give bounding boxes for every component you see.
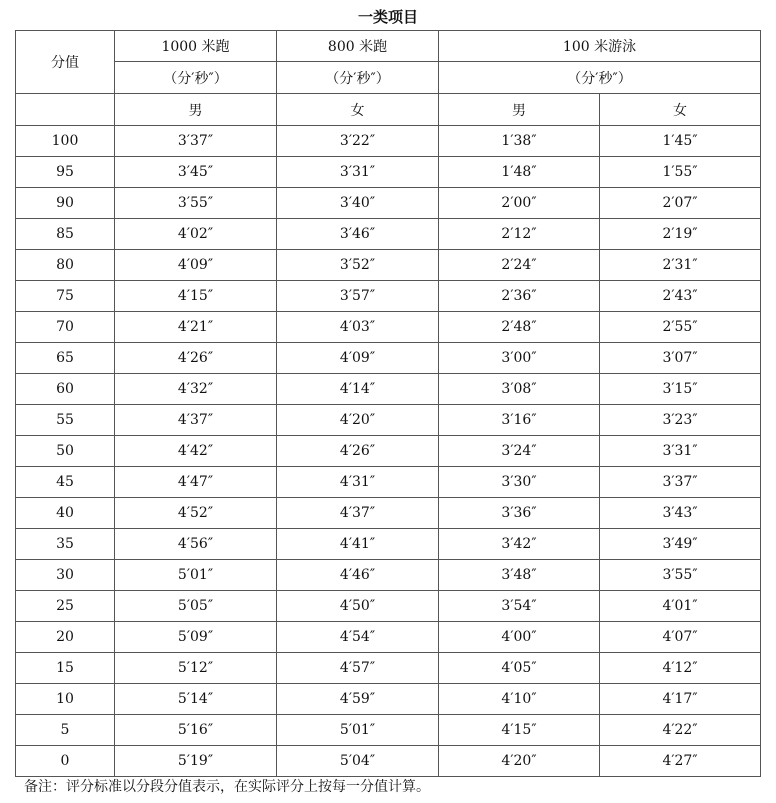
swim-male-cell: 3′54″ xyxy=(439,591,600,622)
run800-female-cell: 3′46″ xyxy=(277,219,439,250)
table-row xyxy=(16,281,761,312)
run1000-unit: （分′秒″） xyxy=(115,62,277,94)
table-body xyxy=(16,126,761,777)
swim-male-cell: 3′42″ xyxy=(439,529,600,560)
score-cell: 0 xyxy=(16,746,115,777)
score-cell: 65 xyxy=(16,343,115,374)
run800-unit: （分′秒″） xyxy=(277,62,439,94)
run800-female-cell: 5′01″ xyxy=(277,715,439,746)
run1000-male-cell: 5′16″ xyxy=(115,715,277,746)
swim-male-cell: 4′00″ xyxy=(439,622,600,653)
gender-female-header: 女 xyxy=(277,94,439,126)
score-cell: 30 xyxy=(16,560,115,591)
score-cell: 55 xyxy=(16,405,115,436)
run800-female-cell: 4′09″ xyxy=(277,343,439,374)
score-cell: 95 xyxy=(16,157,115,188)
score-cell: 10 xyxy=(16,684,115,715)
score-cell: 40 xyxy=(16,498,115,529)
run800-female-cell: 4′31″ xyxy=(277,467,439,498)
swim-female-cell: 3′15″ xyxy=(600,374,761,405)
run1000-male-cell: 4′21″ xyxy=(115,312,277,343)
run1000-male-cell: 4′32″ xyxy=(115,374,277,405)
score-cell: 5 xyxy=(16,715,115,746)
score-cell: 20 xyxy=(16,622,115,653)
swim-female-cell: 4′22″ xyxy=(600,715,761,746)
swim-female-cell: 3′37″ xyxy=(600,467,761,498)
swim-male-cell: 3′36″ xyxy=(439,498,600,529)
run800-female-cell: 4′20″ xyxy=(277,405,439,436)
swim-male-cell: 2′12″ xyxy=(439,219,600,250)
run1000-male-cell: 5′09″ xyxy=(115,622,277,653)
swim-male-cell: 4′10″ xyxy=(439,684,600,715)
score-cell: 35 xyxy=(16,529,115,560)
swim-female-cell: 3′31″ xyxy=(600,436,761,467)
table-row xyxy=(16,746,761,777)
run800-female-cell: 4′59″ xyxy=(277,684,439,715)
score-cell: 80 xyxy=(16,250,115,281)
run800-female-cell: 4′54″ xyxy=(277,622,439,653)
swim-male-cell: 2′24″ xyxy=(439,250,600,281)
score-cell: 25 xyxy=(16,591,115,622)
run800-female-cell: 4′03″ xyxy=(277,312,439,343)
table-row xyxy=(16,157,761,188)
run1000-male-cell: 5′01″ xyxy=(115,560,277,591)
run1000-male-cell: 4′37″ xyxy=(115,405,277,436)
run800-female-cell: 4′14″ xyxy=(277,374,439,405)
table-row xyxy=(16,622,761,653)
swim-female-cell: 4′27″ xyxy=(600,746,761,777)
run800-female-cell: 3′22″ xyxy=(277,126,439,157)
swim-male-cell: 3′16″ xyxy=(439,405,600,436)
table-row xyxy=(16,374,761,405)
table-row xyxy=(16,188,761,219)
table-row xyxy=(16,467,761,498)
table-row xyxy=(16,219,761,250)
gender-male-header: 男 xyxy=(439,94,600,126)
gender-female-header: 女 xyxy=(600,94,761,126)
run800-female-cell: 4′50″ xyxy=(277,591,439,622)
run1000-male-cell: 5′12″ xyxy=(115,653,277,684)
run800-female-cell: 3′31″ xyxy=(277,157,439,188)
score-cell: 50 xyxy=(16,436,115,467)
run1000-male-cell: 3′37″ xyxy=(115,126,277,157)
table-row xyxy=(16,715,761,746)
score-cell: 45 xyxy=(16,467,115,498)
score-cell: 90 xyxy=(16,188,115,219)
run800-female-cell: 4′41″ xyxy=(277,529,439,560)
run1000-male-cell: 4′09″ xyxy=(115,250,277,281)
swim100-unit: （分′秒″） xyxy=(439,62,761,94)
table-row xyxy=(16,436,761,467)
score-header-blank xyxy=(16,94,115,126)
swim-male-cell: 1′48″ xyxy=(439,157,600,188)
run800-female-cell: 3′52″ xyxy=(277,250,439,281)
swim-female-cell: 4′01″ xyxy=(600,591,761,622)
run1000-male-cell: 4′02″ xyxy=(115,219,277,250)
swim-female-cell: 3′07″ xyxy=(600,343,761,374)
swim100-header: 100 米游泳 xyxy=(439,31,761,62)
score-cell: 15 xyxy=(16,653,115,684)
run1000-male-cell: 4′52″ xyxy=(115,498,277,529)
run1000-male-cell: 3′45″ xyxy=(115,157,277,188)
table-row xyxy=(16,591,761,622)
run800-female-cell: 5′04″ xyxy=(277,746,439,777)
footnote: 备注：评分标准以分段分值表示，在实际评分上按每一分值计算。 xyxy=(24,779,430,795)
table-row xyxy=(16,312,761,343)
run1000-male-cell: 4′56″ xyxy=(115,529,277,560)
swim-male-cell: 1′38″ xyxy=(439,126,600,157)
table-row xyxy=(16,343,761,374)
swim-female-cell: 3′23″ xyxy=(600,405,761,436)
run1000-male-cell: 5′05″ xyxy=(115,591,277,622)
run1000-male-cell: 4′42″ xyxy=(115,436,277,467)
run800-female-cell: 4′37″ xyxy=(277,498,439,529)
run1000-male-cell: 4′15″ xyxy=(115,281,277,312)
run1000-male-cell: 4′26″ xyxy=(115,343,277,374)
table-row xyxy=(16,126,761,157)
score-cell: 70 xyxy=(16,312,115,343)
run800-female-cell: 4′57″ xyxy=(277,653,439,684)
swim-male-cell: 2′00″ xyxy=(439,188,600,219)
swim-male-cell: 4′20″ xyxy=(439,746,600,777)
swim-male-cell: 3′24″ xyxy=(439,436,600,467)
swim-male-cell: 4′05″ xyxy=(439,653,600,684)
swim-male-cell: 3′30″ xyxy=(439,467,600,498)
swim-male-cell: 3′08″ xyxy=(439,374,600,405)
swim-female-cell: 4′17″ xyxy=(600,684,761,715)
run800-female-cell: 4′46″ xyxy=(277,560,439,591)
run1000-male-cell: 5′14″ xyxy=(115,684,277,715)
score-header: 分值 xyxy=(16,31,115,94)
swim-male-cell: 3′48″ xyxy=(439,560,600,591)
scoring-table xyxy=(15,30,761,777)
swim-female-cell: 3′49″ xyxy=(600,529,761,560)
swim-female-cell: 1′55″ xyxy=(600,157,761,188)
table-row xyxy=(16,684,761,715)
swim-male-cell: 2′48″ xyxy=(439,312,600,343)
swim-female-cell: 2′43″ xyxy=(600,281,761,312)
table-row xyxy=(16,529,761,560)
run800-female-cell: 4′26″ xyxy=(277,436,439,467)
run1000-header: 1000 米跑 xyxy=(115,31,277,62)
swim-female-cell: 2′07″ xyxy=(600,188,761,219)
run1000-male-cell: 5′19″ xyxy=(115,746,277,777)
swim-female-cell: 2′19″ xyxy=(600,219,761,250)
score-cell: 60 xyxy=(16,374,115,405)
swim-female-cell: 4′12″ xyxy=(600,653,761,684)
score-cell: 85 xyxy=(16,219,115,250)
run800-female-cell: 3′57″ xyxy=(277,281,439,312)
gender-male-header: 男 xyxy=(115,94,277,126)
table-row xyxy=(16,405,761,436)
swim-female-cell: 4′07″ xyxy=(600,622,761,653)
swim-male-cell: 4′15″ xyxy=(439,715,600,746)
table-row xyxy=(16,653,761,684)
table-row xyxy=(16,498,761,529)
swim-male-cell: 3′00″ xyxy=(439,343,600,374)
run800-header: 800 米跑 xyxy=(277,31,439,62)
score-cell: 100 xyxy=(16,126,115,157)
swim-female-cell: 2′55″ xyxy=(600,312,761,343)
page-title: 一类项目 xyxy=(357,8,418,26)
table-row xyxy=(16,560,761,591)
run1000-male-cell: 4′47″ xyxy=(115,467,277,498)
swim-female-cell: 2′31″ xyxy=(600,250,761,281)
table-row xyxy=(16,250,761,281)
swim-female-cell: 3′55″ xyxy=(600,560,761,591)
swim-male-cell: 2′36″ xyxy=(439,281,600,312)
run1000-male-cell: 3′55″ xyxy=(115,188,277,219)
swim-female-cell: 1′45″ xyxy=(600,126,761,157)
swim-female-cell: 3′43″ xyxy=(600,498,761,529)
score-cell: 75 xyxy=(16,281,115,312)
run800-female-cell: 3′40″ xyxy=(277,188,439,219)
